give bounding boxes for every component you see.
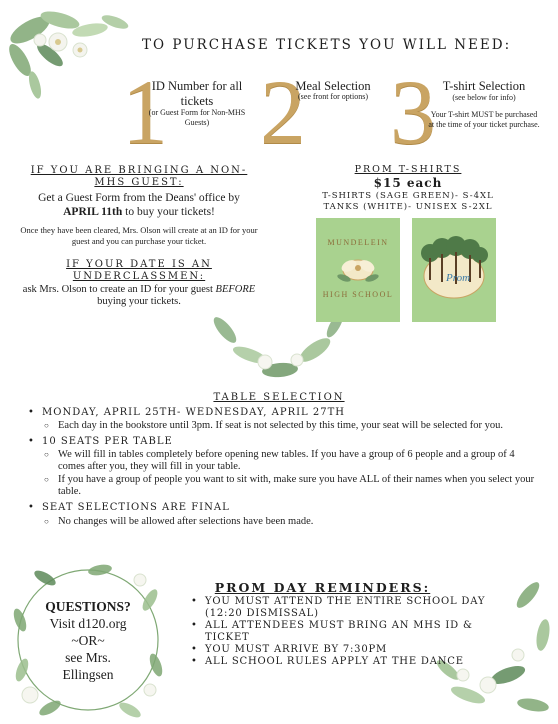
guest-heading: IF YOU ARE BRINGING A NON-MHS GUEST: [30, 165, 248, 188]
step-title: ID Number for all tickets [151, 79, 243, 108]
guest-line1: Get a Guest Form from the Deans' office by [38, 192, 240, 204]
underclass-text [18, 284, 260, 308]
shirt-prom-text: Prom [446, 272, 471, 284]
step-number: 3 [390, 61, 436, 163]
table-heading: TABLE SELECTION [213, 392, 345, 403]
table-item-sub: ○ No changes will be allowed after selections have been made. [28, 515, 543, 529]
table-item-sub: ○ If you have a group of people you want to sit with, make sure you have ALL of their names when you select your table. [28, 474, 543, 499]
underclass-emphasis: BEFORE [215, 284, 256, 295]
underclass-text-part: buying your tickets. [97, 296, 181, 307]
table-selection-list [28, 406, 543, 529]
reminder-item: • YOU MUST ATTEND THE ENTIRE SCHOOL DAY (12:20 DISMISSAL) [191, 596, 491, 620]
shirts-section [288, 164, 528, 213]
step-number: 1 [122, 61, 168, 163]
step-title: Meal Selection [295, 79, 371, 93]
table-item-label: • MONDAY, APRIL 25TH- WEDNESDAY, APRIL 27TH [28, 406, 543, 420]
step-extra: Your T-shirt MUST be purchased at the time of your ticket purchase. [428, 110, 540, 129]
questions-title: QUESTIONS? [45, 599, 131, 614]
shirts-price: $15 each [373, 176, 443, 190]
table-item-label: • SEAT SELECTIONS ARE FINAL [28, 501, 543, 515]
shirts-line2: TANKS (WHITE)- UNISEX S-2XL [323, 202, 493, 212]
table-item [28, 501, 543, 529]
reminders-list [191, 596, 491, 668]
shirt-design-prom [412, 218, 496, 322]
reminders-heading: PROM DAY REMINDERS: [214, 580, 431, 595]
magnolia-logo [316, 218, 400, 322]
underclass-heading: IF YOUR DATE IS AN UNDERCLASSMEN: [66, 259, 212, 282]
questions-box [28, 598, 148, 683]
reminder-item: • YOU MUST ARRIVE BY 7:30PM [191, 644, 491, 656]
shirt-design-mundelein [316, 218, 400, 322]
table-item-label: • 10 SEATS PER TABLE [28, 435, 543, 449]
step-title: T-shirt Selection [442, 79, 526, 93]
reminder-item: • ALL SCHOOL RULES APPLY AT THE DANCE [191, 656, 491, 668]
step-note: (see below for info) [452, 93, 516, 102]
guest-line2: to buy your tickets! [122, 206, 215, 218]
step-note: (or Guest Form for Non-MHS Guests) [148, 108, 246, 127]
questions-line2: ~OR~ [71, 633, 105, 648]
page-title: TO PURCHASE TICKETS YOU WILL NEED: [142, 37, 512, 53]
shirts-line1: T-SHIRTS (SAGE GREEN)- S-4XL [322, 191, 494, 201]
guest-section [18, 165, 260, 308]
trees-logo [412, 218, 496, 322]
shirt-text-top: MUNDELEIN [327, 238, 389, 247]
guest-cleared-note: Once they have been cleared, Mrs. Olson will create at an ID for your guest and you can purchase your ticket. [20, 225, 258, 246]
underclass-text-part: ask Mrs. Olson to create an ID for your guest [22, 284, 216, 295]
step-note: (see front for options) [298, 92, 368, 101]
questions-line4: Ellingsen [62, 667, 114, 682]
guest-deadline: APRIL 11th [63, 206, 123, 218]
questions-line1: Visit d120.org [49, 616, 127, 631]
table-item [28, 435, 543, 499]
table-item-sub: ○ Each day in the bookstore until 3pm. If seat is not selected by this time, your seat will be selected for you. [28, 420, 543, 433]
questions-line3: see Mrs. [65, 650, 111, 665]
guest-instructions [18, 191, 260, 219]
step-number: 2 [260, 61, 306, 163]
table-item-sub: ○ We will fill in tables completely before opening new tables. If you have a group of 6 people and a group of 4 comes after you, they will fill in your table. [28, 449, 543, 474]
shirt-text-bottom: HIGH SCHOOL [322, 290, 394, 299]
shirts-heading: PROM T-SHIRTS [354, 164, 462, 175]
reminder-item: • ALL ATTENDEES MUST BRING AN MHS ID & TICKET [191, 620, 491, 644]
table-item [28, 406, 543, 433]
